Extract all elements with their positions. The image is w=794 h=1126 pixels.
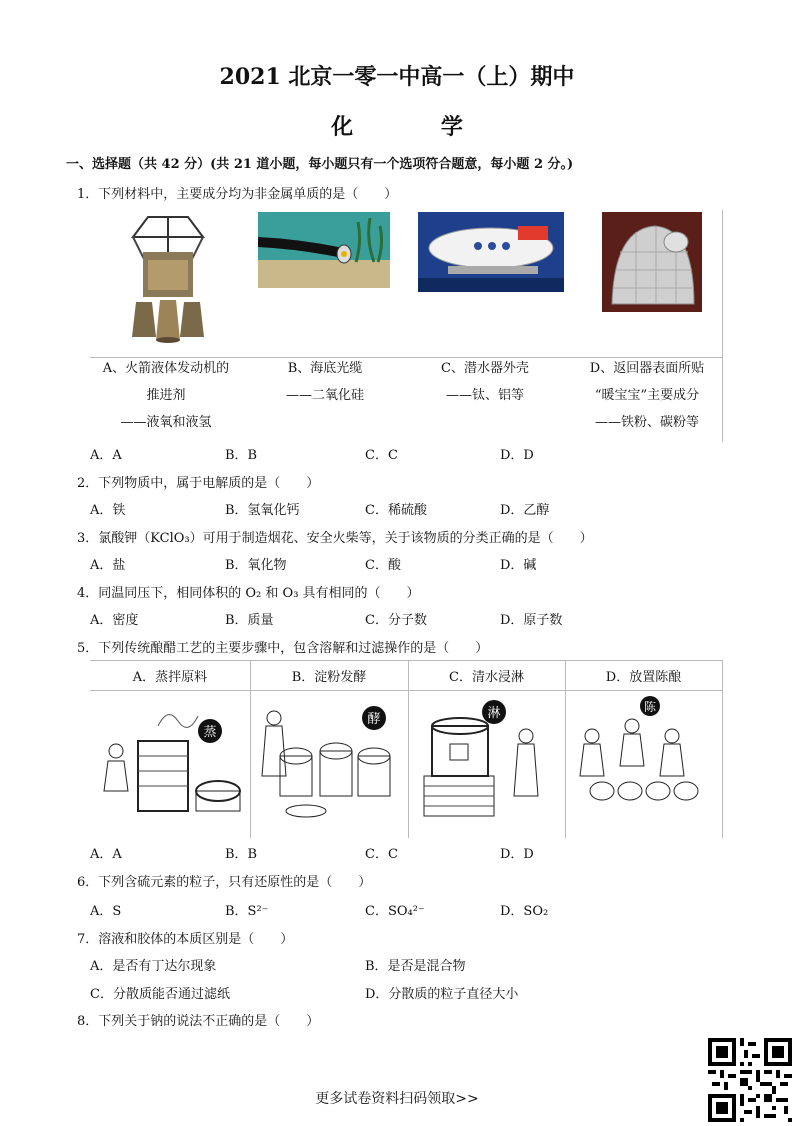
q2-option-d[interactable]: D．乙醇	[500, 503, 550, 518]
q1-caption-b	[250, 355, 400, 409]
q5-header-b: B．淀粉发酵	[291, 670, 367, 685]
caption-line: A、火箭液体发动机的	[102, 361, 230, 376]
q3-option-a[interactable]: A．盐	[90, 558, 126, 573]
question-5-stem: 5．下列传统酿醋工艺的主要步骤中，包含溶解和过滤操作的是（ ）	[77, 641, 489, 656]
table-border	[565, 660, 566, 838]
q4-option-d[interactable]: D．原子数	[500, 613, 563, 628]
section-heading: 一、选择题（共 42 分）(共 21 道小题，每小题只有一个选项符合题意，每小题 2 分。)	[66, 157, 574, 172]
rocket-engine-image	[118, 212, 218, 344]
question-1-stem: 1．下列材料中，主要成分均为非金属单质的是（ ）	[77, 187, 398, 202]
q1-option-d[interactable]: D．D	[500, 448, 534, 463]
table-border	[90, 690, 723, 691]
q1-caption-a	[90, 355, 242, 436]
qr-code-icon[interactable]	[708, 1038, 792, 1122]
aging-illustration	[572, 696, 718, 826]
grid-divider	[722, 210, 723, 442]
caption-line: B、海底光缆	[287, 361, 363, 376]
q1-option-c[interactable]: C．C	[365, 448, 398, 463]
q1-caption-d	[572, 355, 722, 436]
stamp-label: 酵	[367, 712, 381, 727]
caption-line: ——钛、铝等	[445, 388, 524, 403]
q4-option-c[interactable]: C．分子数	[365, 613, 427, 628]
question-3-stem: 3．氯酸钾（KClO₃）可用于制造烟花、安全火柴等，关于该物质的分类正确的是（ ）	[77, 531, 593, 546]
q3-option-d[interactable]: D．碱	[500, 558, 537, 573]
q1-caption-c	[410, 355, 560, 409]
page-title: 2021 北京一零一中高一（上）期中	[219, 64, 575, 90]
soaking-illustration	[414, 696, 560, 826]
q4-option-b[interactable]: B．质量	[225, 613, 274, 628]
q5-header-d: D．放置陈酿	[605, 670, 682, 685]
caption-line: ——铁粉、碳粉等	[594, 415, 699, 430]
q2-option-c[interactable]: C．稀硫酸	[365, 503, 427, 518]
subject-title: 化 学	[331, 114, 503, 140]
caption-line: D、返回器表面所贴	[589, 361, 705, 376]
submersible-image	[418, 212, 564, 292]
steaming-illustration	[98, 696, 244, 826]
q4-option-a[interactable]: A．密度	[90, 613, 139, 628]
subsea-cable-image	[258, 212, 390, 288]
q3-option-b[interactable]: B．氧化物	[225, 558, 287, 573]
caption-line: 推进剂	[146, 388, 186, 403]
q5-option-d[interactable]: D．D	[500, 847, 534, 862]
question-6-stem: 6．下列含硫元素的粒子，只有还原性的是（ ）	[77, 875, 372, 890]
table-border	[408, 660, 409, 838]
q7-option-b[interactable]: B．是否是混合物	[365, 959, 466, 974]
q2-option-a[interactable]: A．铁	[90, 503, 126, 518]
question-4-stem: 4．同温同压下，相同体积的 O₂ 和 O₃ 具有相同的（ ）	[77, 586, 420, 601]
return-capsule-image	[602, 212, 702, 312]
q7-option-a[interactable]: A．是否有丁达尔现象	[90, 959, 217, 974]
caption-line: ——二氧化硅	[285, 388, 364, 403]
caption-line: “暖宝宝”主要成分	[594, 388, 700, 403]
q6-option-d[interactable]: D．SO₂	[500, 904, 549, 919]
stamp-label: 蒸	[203, 725, 217, 740]
stamp-label: 陈	[643, 700, 657, 714]
caption-line: ——液氧和液氢	[120, 415, 212, 430]
q6-option-b[interactable]: B．S²⁻	[225, 904, 269, 919]
q5-header-c: C．清水浸淋	[449, 670, 524, 685]
q2-option-b[interactable]: B．氢氧化钙	[225, 503, 300, 518]
q7-option-c[interactable]: C．分散质能否通过滤纸	[90, 987, 230, 1002]
q1-option-b[interactable]: B．B	[225, 448, 258, 463]
question-2-stem: 2．下列物质中，属于电解质的是（ ）	[77, 476, 320, 491]
q5-option-c[interactable]: C．C	[365, 847, 398, 862]
q5-header-a: A．蒸拌原料	[132, 670, 208, 685]
fermenting-illustration	[256, 696, 404, 826]
caption-line: C、潜水器外壳	[441, 361, 529, 376]
q1-option-a[interactable]: A．A	[90, 448, 122, 463]
q7-option-d[interactable]: D．分散质的粒子直径大小	[365, 987, 519, 1002]
table-border	[722, 660, 723, 838]
question-7-stem: 7．溶液和胶体的本质区别是（ ）	[77, 932, 294, 947]
q5-option-a[interactable]: A．A	[90, 847, 122, 862]
q5-option-b[interactable]: B．B	[225, 847, 258, 862]
q6-option-a[interactable]: A．S	[90, 904, 122, 919]
stamp-label: 淋	[487, 706, 501, 721]
q6-option-c[interactable]: C．SO₄²⁻	[365, 904, 425, 919]
question-8-stem: 8．下列关于钠的说法不正确的是（ ）	[77, 1014, 320, 1029]
table-border	[90, 660, 723, 661]
q3-option-c[interactable]: C．酸	[365, 558, 401, 573]
table-border	[250, 660, 251, 838]
footer-text: 更多试卷资料扫码领取>>	[315, 1091, 479, 1107]
